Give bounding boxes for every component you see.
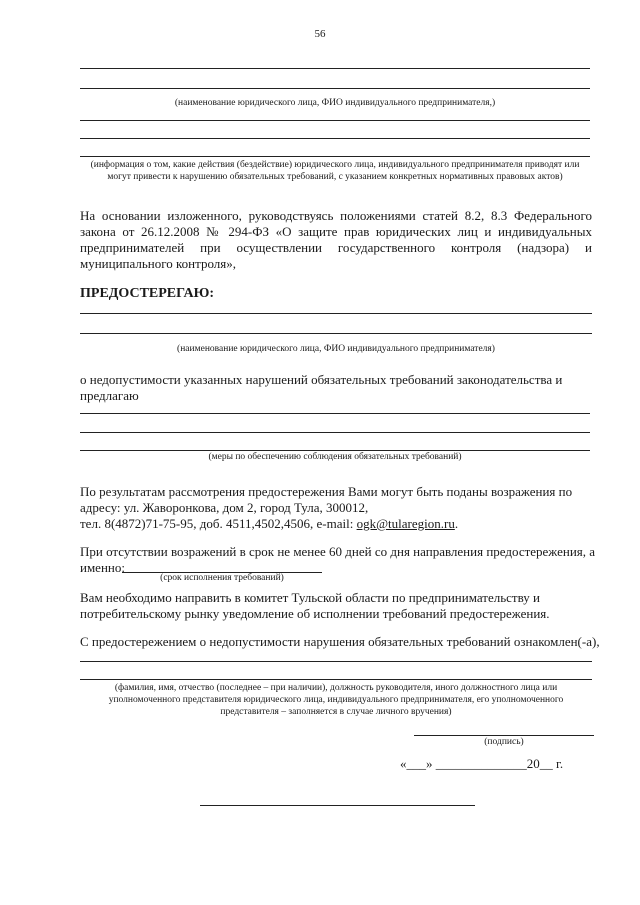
inadmissibility-paragraph: о недопустимости указанных нарушений обязательных требований законодательства и предлагаю [80, 372, 563, 403]
date-line: «___» ______________20__ г. [400, 756, 564, 771]
contact-suffix: . [454, 516, 459, 531]
acknowledged-paragraph: С предостережением о недопустимости нарушения обязательных требований ознакомлен(-а), [80, 634, 600, 649]
blank-line [80, 138, 590, 139]
objections-line-1: По результатам рассмотрения предостережения Вами могут быть поданы возражения по [80, 484, 573, 499]
basis-paragraph: На основании изложенного, руководствуясь положениями статей 8.2, 8.3 Федерального закона от 26.12.2008 № 294-ФЗ «О защите прав юридических лиц и индивидуальных предпринимателей при осуществлении государственного контроля (надзора) и муниципального контроля», [80, 208, 592, 271]
caption-measures: (меры по обеспечению соблюдения обязательных требований) [208, 452, 462, 462]
warn-heading: ПРЕДОСТЕРЕГАЮ: [80, 286, 215, 301]
notify-paragraph: Вам необходимо направить в комитет Тульской области по предпринимательству и потребительскому рынку уведомление об исполнении требований предостережения. [80, 590, 550, 621]
blank-line [80, 333, 592, 334]
blank-line [80, 156, 590, 157]
blank-line [80, 313, 592, 314]
blank-line [80, 432, 590, 433]
blank-line [80, 88, 590, 89]
caption-signer: (фамилия, имя, отчество (последнее – при наличии), должность руководителя, иного должностного лица или уполномоченного представителя юридического лица, индивидуального предпринимателя, его уполномоченного представителя – заполняется в случае личного вручения) [108, 683, 564, 717]
caption-deadline: (срок исполнения требований) [160, 573, 284, 583]
bottom-divider [200, 805, 475, 806]
blank-line [80, 413, 590, 414]
objections-line-2: адресу: ул. Жаворонкова, дом 2, город Тула, 300012, [80, 500, 369, 515]
caption-violation-info: (информация о том, какие действия (бездействие) юридического лица, индивидуального предпринимателя приводят или могут привести к нарушению обязательных требований, с указанием конкретных нормативных правовых актов) [90, 160, 580, 182]
contact-text: тел. 8(4872)71-75-95, доб. 4511,4502,4506, e-mail: [80, 516, 357, 531]
objections-line-3 [80, 516, 592, 532]
caption-entity-name: (наименование юридического лица, ФИО индивидуального предпринимателя,) [174, 98, 496, 108]
blank-line [80, 679, 592, 680]
blank-line [80, 68, 590, 69]
email-link[interactable]: ogk@tularegion.ru [356, 516, 455, 531]
no-objections-line-2: именно: [80, 560, 125, 575]
caption-entity-name-2: (наименование юридического лица, ФИО индивидуального предпринимателя) [177, 344, 495, 354]
page-number: 56 [314, 28, 326, 40]
no-objections-line-1: При отсутствии возражений в срок не менее 60 дней со дня направления предостережения, а [80, 544, 596, 559]
caption-signature: (подпись) [484, 737, 524, 747]
blank-line [80, 661, 592, 662]
blank-line [80, 120, 590, 121]
